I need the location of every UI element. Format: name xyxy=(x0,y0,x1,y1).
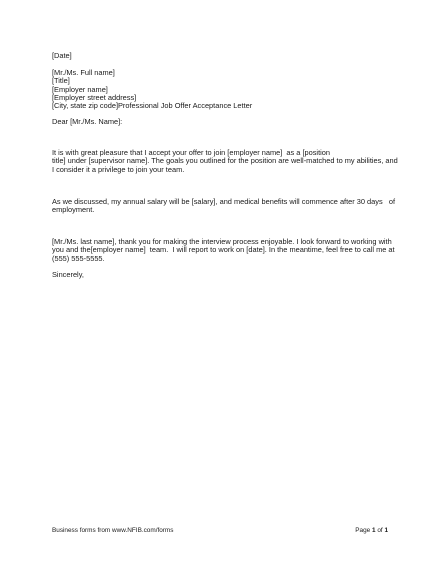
recipient-line: [City, state zip code]Professional Job Offer Acceptance Letter xyxy=(52,101,253,111)
page-total: 1 xyxy=(384,527,388,534)
paragraph-salary xyxy=(52,197,395,215)
recipient-line: [Employer street address] xyxy=(52,92,137,102)
page-number: 1 xyxy=(371,527,376,534)
salutation: Dear [Mr./Ms. Name]: xyxy=(52,117,123,126)
paragraph-line: employment. xyxy=(52,205,95,215)
paragraph-line: [Mr./Ms. last name], thank you for making the interview process enjoyable. I look forward to working with xyxy=(52,237,392,246)
page-word: Page xyxy=(355,527,372,534)
paragraph-line: you and the[employer name] team. I will report to work on [date]. In the meantime, feel free to call me at xyxy=(52,245,395,255)
page-counter xyxy=(355,527,388,534)
paragraph-thanks xyxy=(52,237,395,263)
paragraph-acceptance xyxy=(52,148,398,174)
recipient-line: [Mr./Ms. Full name] xyxy=(52,68,115,77)
recipient-line: [Employer name] xyxy=(52,84,108,94)
paragraph-line: It is with great pleasure that I accept your offer to join [employer name] as a [position xyxy=(52,148,330,157)
paragraph-line: title] under [supervisor name]. The goals you outlined for the position are well-matched to my abilities, and xyxy=(52,156,398,166)
paragraph-line: I consider it a privilege to join your team. xyxy=(52,164,185,174)
footer-source: Business forms from www.NFIB.com/forms xyxy=(52,527,174,534)
paragraph-line: As we discussed, my annual salary will be [salary], and medical benefits will commence after 30 days of xyxy=(52,197,395,206)
closing: Sincerely, xyxy=(52,270,84,279)
date-line: [Date] xyxy=(52,51,72,60)
recipient-address xyxy=(52,69,392,110)
paragraph-line: (555) 555-5555. xyxy=(52,253,105,263)
recipient-line: [Title] xyxy=(52,76,70,86)
of-word: of xyxy=(375,527,385,534)
